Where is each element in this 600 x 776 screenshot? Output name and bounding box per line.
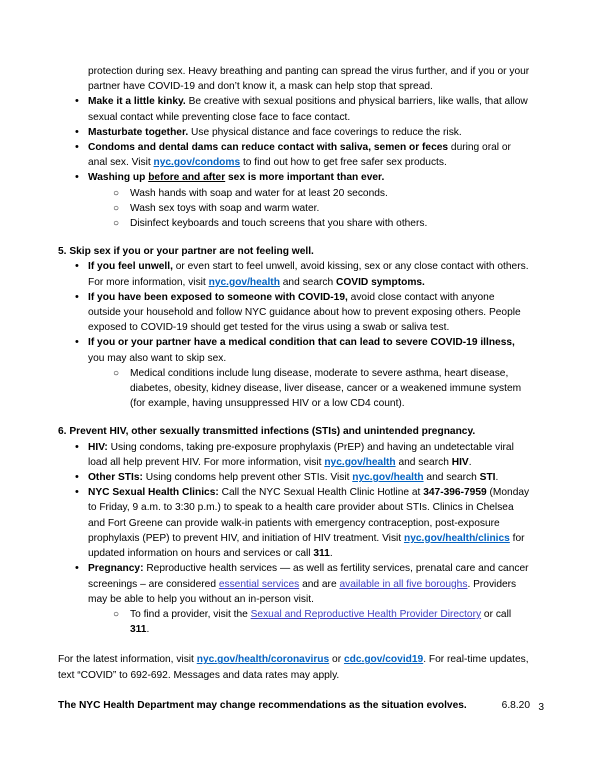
- sub-list-item-text: Disinfect keyboards and touch screens that you share with others.: [130, 218, 428, 230]
- list-item-tail: .: [468, 456, 472, 468]
- revision-date: 6.8.20: [501, 699, 530, 711]
- list-item-lead: If you or your partner have a medical condition that can lead to severe COVID-19 illness,: [88, 337, 515, 349]
- list-item-text-2: and search: [279, 276, 336, 288]
- list-item-tail: .: [495, 472, 499, 484]
- continuation-paragraph: [58, 64, 530, 94]
- link-available-in-all-five-boroughs[interactable]: available in all five boroughs: [339, 578, 468, 590]
- list-item-lead: NYC Sexual Health Clinics:: [88, 487, 219, 499]
- clinic-hotline-phone: 347-396-7959: [423, 487, 487, 499]
- bullet-circle-icon: ○: [113, 367, 120, 379]
- sub-list-item-tail: .: [146, 624, 150, 636]
- list-item-tail: to find out how to get free safer sex products.: [240, 157, 447, 169]
- section-heading-5: 5. Skip sex if you or your partner are not feeling well.: [58, 246, 314, 258]
- bullet-disc-icon: •: [75, 336, 79, 349]
- list-item: [58, 440, 530, 470]
- list-item-lead: Other STIs:: [88, 472, 143, 484]
- closing-pre: For the latest information, visit: [58, 654, 197, 666]
- list-item-bold-tail: STI: [479, 472, 496, 484]
- list-item: [58, 170, 530, 185]
- link-provider-directory[interactable]: Sexual and Reproductive Health Provider Directory: [250, 608, 482, 620]
- list-item-text-2: (Monday to Friday, 9 a.m. to 3:30 p.m.) to speak to a health care provider about STIs. Clinics in Chelsea and Fort Greene can provide walk-in patients with emergency contraception, post-exposure prophylaxis (PEP) to prevent HIV, and initiation of HIV treatment. Visit: [88, 487, 530, 544]
- bullet-disc-icon: •: [75, 125, 79, 138]
- link-nyc-gov-health[interactable]: nyc.gov/health: [352, 472, 424, 484]
- sub-list-item: [58, 186, 530, 201]
- list-item: [58, 335, 530, 365]
- bullet-circle-icon: ○: [113, 202, 120, 214]
- list-item-bold-tail: COVID symptoms.: [336, 276, 425, 288]
- list-item-text: you may also want to skip sex.: [88, 352, 227, 364]
- list-item: [58, 290, 530, 336]
- list-item: [58, 561, 530, 607]
- list-item-text-3: for updated information on hours and services or call: [88, 532, 525, 560]
- link-nyc-gov-health-coronavirus[interactable]: nyc.gov/health/coronavirus: [196, 654, 330, 666]
- list-item-text-2: and search: [395, 456, 452, 468]
- bullet-disc-icon: •: [75, 486, 79, 499]
- sub-list-item-text: To find a provider, visit the: [130, 608, 251, 620]
- list-item-lead-pre: Washing up: [88, 172, 149, 184]
- page-content: [58, 64, 530, 713]
- bullet-disc-icon: •: [75, 95, 79, 108]
- list-item-lead: If you feel unwell,: [88, 261, 173, 273]
- bullet-disc-icon: •: [75, 171, 79, 184]
- list-item-tail: . Providers may be able to help you without an in-person visit.: [88, 578, 517, 605]
- list-item-lead: Masturbate together.: [88, 126, 189, 138]
- list-item: [58, 125, 530, 140]
- bullet-disc-icon: •: [75, 471, 79, 484]
- bullet-disc-icon: •: [75, 260, 79, 273]
- list-item-lead: Make it a little kinky.: [88, 96, 186, 108]
- bullet-circle-icon: ○: [113, 608, 120, 620]
- link-nyc-gov-health-clinics[interactable]: nyc.gov/health/clinics: [403, 532, 510, 544]
- section-heading-6: 6. Prevent HIV, other sexually transmitted infections (STIs) and unintended pregnancy.: [58, 426, 476, 438]
- sub-list-item: [58, 366, 530, 412]
- list-item-lead: Condoms and dental dams can reduce contact with saliva, semen or feces: [88, 142, 449, 154]
- closing-paragraph: [58, 652, 530, 682]
- sub-list-item-text: Wash hands with soap and water for at least 20 seconds.: [130, 187, 388, 199]
- list-item-text: Use physical distance and face coverings to reduce the risk.: [188, 126, 462, 138]
- sub-list-item-text: Wash sex toys with soap and warm water.: [130, 202, 320, 214]
- list-item-text: Using condoms, taking pre-exposure prophylaxis (PrEP) and having an undetectable viral load all help prevent HIV. For more information, visit: [88, 441, 514, 468]
- list-item: [58, 94, 530, 124]
- footer-note-row: [58, 698, 530, 713]
- list-item: [58, 470, 530, 485]
- list-item-text: Call the NYC Sexual Health Clinic Hotline at: [218, 487, 424, 499]
- list-item-tail: .: [329, 548, 333, 560]
- list-item: [58, 140, 530, 170]
- link-nyc-gov-health[interactable]: nyc.gov/health: [324, 456, 396, 468]
- list-item-text: Be creative with sexual positions and physical barriers, like walls, that allow sexual contact while preventing close face to face contact.: [88, 96, 528, 123]
- bullet-disc-icon: •: [75, 562, 79, 575]
- sub-list-item: [58, 607, 530, 637]
- list-item: [58, 259, 530, 289]
- bullet-disc-icon: •: [75, 440, 79, 453]
- list-item-lead: If you have been exposed to someone with COVID-19,: [88, 291, 348, 303]
- continuation-line-1: protection during sex. Heavy breathing and panting can spread the virus further, and if you or: [88, 66, 507, 77]
- list-item: [58, 485, 530, 561]
- phone-311: 311: [130, 624, 147, 636]
- list-item-text-2: and are: [299, 578, 340, 590]
- phone-311: 311: [313, 548, 330, 560]
- link-cdc-gov-covid19[interactable]: cdc.gov/covid19: [343, 654, 424, 666]
- sub-list-item: [58, 216, 530, 231]
- link-nyc-gov-condoms[interactable]: nyc.gov/condoms: [153, 157, 241, 169]
- list-item-text-2: and search: [423, 472, 480, 484]
- closing-tail: . For real-time updates, text “COVID” to 692-692. Messages and data rates may apply.: [58, 654, 529, 681]
- list-item-lead: HIV:: [88, 441, 108, 453]
- list-item-lead-underline: before and after: [148, 172, 226, 184]
- bullet-circle-icon: ○: [113, 187, 120, 199]
- sub-list-item: [58, 201, 530, 216]
- list-item-lead-post: sex is more important than ever.: [225, 172, 385, 184]
- page-number: 3: [538, 702, 544, 713]
- list-item-text: avoid close contact with anyone outside your household and follow NYC guidance about how to prevent exposing others. People exposed to COVID-19 should get tested for the virus using a swab or saliva test.: [88, 291, 521, 334]
- sub-list-item-text: Medical conditions include lung disease, moderate to severe asthma, heart disease, diabetes, obesity, kidney disease, liver disease, cancer or a weakened immune system (for example, having unsuppressed HIV or a low CD4 count).: [130, 367, 522, 410]
- list-item-text: Using condoms help prevent other STIs. Visit: [142, 472, 353, 484]
- bullet-disc-icon: •: [75, 290, 79, 303]
- link-nyc-gov-health[interactable]: nyc.gov/health: [208, 276, 280, 288]
- bullet-disc-icon: •: [75, 141, 79, 154]
- list-item-text: Reproductive health services — as well as fertility services, prenatal care and cancer screenings – are considered: [88, 563, 529, 590]
- sub-list-item-text-2: or call: [481, 608, 512, 620]
- closing-mid: or: [329, 654, 344, 666]
- list-item-text: or even start to feel unwell, avoid kissing, sex or any close contact with others. For more information, visit: [88, 261, 529, 288]
- list-item-lead: Pregnancy:: [88, 563, 144, 575]
- list-item-text: during oral or anal sex. Visit: [88, 142, 511, 169]
- continuation-line-2: your partner have COVID-19 and don’t know it, a mask can help stop that spread.: [88, 66, 530, 93]
- link-essential-services[interactable]: essential services: [218, 578, 300, 590]
- bullet-circle-icon: ○: [113, 218, 120, 230]
- list-item-bold-tail: HIV: [451, 456, 469, 468]
- footer-note: The NYC Health Department may change recommendations as the situation evolves.: [58, 699, 467, 711]
